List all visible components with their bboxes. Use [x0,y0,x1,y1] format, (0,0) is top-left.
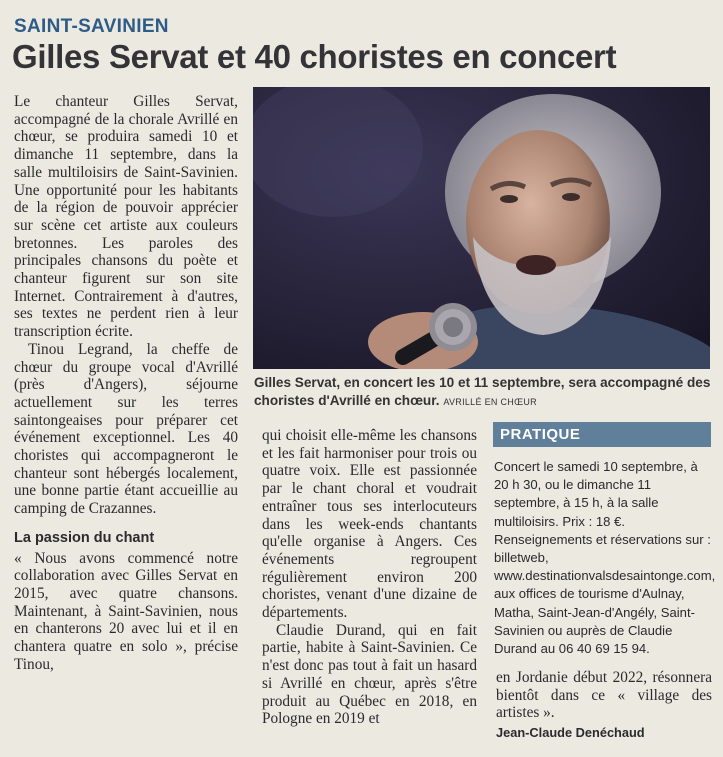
article-headline: Gilles Servat et 40 choristes en concert [12,38,617,75]
photo-caption [254,374,712,411]
article-middle-column [262,427,477,728]
article-kicker: SAINT-SAVINIEN [14,16,169,37]
article-right-column [496,669,712,742]
article-left-column [14,93,238,674]
article-subhead: La passion du chant [14,529,155,546]
article-paragraph: Le chanteur Gilles Servat, accompagné de la chorale Avrillé en chœur, se produira samedi 10 et dimanche 11 septembre, dans la salle multiloisirs de Saint-Savinien. Une opportunité pour les habitants de la région de pouvoir apprécier sur scène cet artiste aux couleurs bretonnes. Les paroles des principales chansons du poète et chanteur figurent sur son site Internet. Contrairement à d'autres, ses textes ne perdent rien à leur transcription écrite. [14,93,238,341]
concert-photo [253,87,710,369]
pratique-text: Concert le samedi 10 septembre, à 20 h 30, ou le dimanche 11 septembre, à 15 h, à la salle multiloisirs. Prix : 18 €. Renseignements et réservations sur : billetweb, www.destinationvalsdesaintonge.com, aux offices de tourisme d'Aulnay, Matha, Saint-Jean-d'Angély, Saint-Savinien ou auprès de Claudie Durand au 06 40 69 15 94. [494,459,716,657]
photo-credit: AVRILLÉ EN CHŒUR [443,397,537,407]
singer-photo-illustration [253,87,710,369]
pratique-header: PRATIQUE [493,422,711,447]
article-paragraph: « Nous avons commencé notre collaboration avec Gilles Servat en 2015, avec quatre chansons. Maintenant, à Saint-Savinien, nous en chanterons 20 avec lui et il en chantera quatre en solo », précise Tinou, [14,549,238,673]
article-paragraph: en Jordanie début 2022, résonnera bientôt dans ce « village des artistes ». [496,669,712,722]
article-paragraph: Claudie Durand, qui en fait partie, habite à Saint-Savinien. Ce n'est donc pas tout à fait un hasard si Avrillé en chœur, après s'être produit au Québec en 2018, en Pologne en 2019 et [262,621,477,728]
article-author: Jean-Claude Denéchaud [496,725,645,741]
article-paragraph: Tinou Legrand, la cheffe de chœur du groupe vocal d'Avrillé (près d'Angers), séjourne actuellement sur les terres saintongeaises pour préparer cet événement exceptionnel. Les 40 choristes qui accompagneront le chanteur sont hébergés localement, une bonne partie étant accueillie au camping de Crazannes. [14,340,238,518]
photo-caption-text: Gilles Servat, en concert les 10 et 11 septembre, sera accompagné des choristes d'Avrillé en chœur. [254,375,711,408]
article-paragraph: qui choisit elle-même les chansons et les fait harmoniser pour trois ou quatre voix. Elle est passionnée par le chant choral et voudrait entraîner tous ses interlocuteurs dans les week-ends chantants qu'elle organise à Angers. Ces événements regroupent régulièrement environ 200 choristes, venant d'une dizaine de départements. [262,427,477,622]
